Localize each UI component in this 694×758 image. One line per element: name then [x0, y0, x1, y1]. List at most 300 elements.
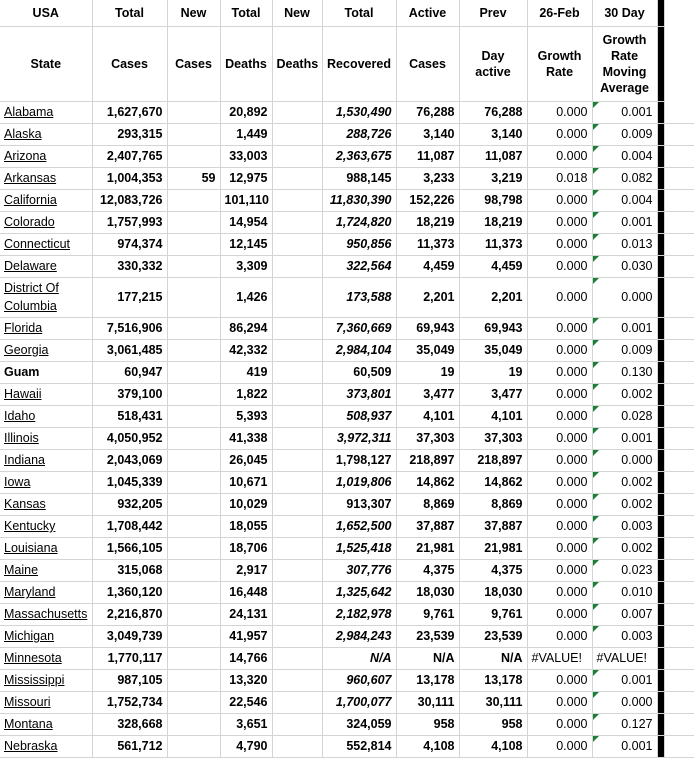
cell-total-deaths[interactable]: 1,426 — [220, 277, 272, 317]
cell-total-cases[interactable]: 1,627,670 — [92, 101, 167, 123]
cell-active-cases[interactable]: 19 — [396, 361, 459, 383]
cell-growth-rate[interactable]: 0.000 — [527, 361, 592, 383]
cell-active-cases[interactable]: 152,226 — [396, 189, 459, 211]
empty-trailing-cell[interactable] — [664, 713, 694, 735]
cell-state[interactable] — [0, 735, 92, 757]
cell-total-cases[interactable]: 2,407,765 — [92, 145, 167, 167]
empty-trailing-cell[interactable] — [664, 449, 694, 471]
cell-prev-day-active[interactable]: 3,140 — [459, 123, 527, 145]
state-link[interactable]: Missouri — [4, 695, 51, 709]
cell-new-cases[interactable] — [167, 233, 220, 255]
cell-total-deaths[interactable]: 12,975 — [220, 167, 272, 189]
cell-total-cases[interactable]: 3,061,485 — [92, 339, 167, 361]
cell-new-deaths[interactable] — [272, 515, 322, 537]
cell-growth-rate-30day[interactable]: 0.082 — [592, 167, 657, 189]
cell-new-cases[interactable] — [167, 449, 220, 471]
cell-total-cases[interactable]: 4,050,952 — [92, 427, 167, 449]
cell-recovered[interactable]: 508,937 — [322, 405, 396, 427]
cell-total-deaths[interactable]: 14,954 — [220, 211, 272, 233]
cell-prev-day-active[interactable]: 4,108 — [459, 735, 527, 757]
state-link[interactable]: Iowa — [4, 475, 31, 489]
cell-total-deaths[interactable]: 33,003 — [220, 145, 272, 167]
state-link[interactable]: Colorado — [4, 215, 55, 229]
cell-total-cases[interactable]: 1,770,117 — [92, 647, 167, 669]
cell-growth-rate[interactable]: #VALUE! — [527, 647, 592, 669]
cell-new-deaths[interactable] — [272, 211, 322, 233]
cell-new-cases[interactable] — [167, 145, 220, 167]
cell-growth-rate-30day[interactable]: 0.007 — [592, 603, 657, 625]
cell-growth-rate-30day[interactable]: 0.127 — [592, 713, 657, 735]
cell-recovered[interactable]: 2,363,675 — [322, 145, 396, 167]
cell-prev-day-active[interactable]: 4,101 — [459, 405, 527, 427]
cell-total-deaths[interactable]: 20,892 — [220, 101, 272, 123]
cell-state[interactable] — [0, 361, 92, 383]
empty-trailing-cell[interactable] — [664, 123, 694, 145]
cell-total-cases[interactable]: 932,205 — [92, 493, 167, 515]
empty-trailing-cell[interactable] — [664, 669, 694, 691]
empty-trailing-cell[interactable] — [664, 735, 694, 757]
cell-recovered[interactable]: 307,776 — [322, 559, 396, 581]
cell-active-cases[interactable]: 3,477 — [396, 383, 459, 405]
cell-new-cases[interactable] — [167, 101, 220, 123]
empty-trailing-cell[interactable] — [664, 647, 694, 669]
cell-recovered[interactable]: 950,856 — [322, 233, 396, 255]
cell-prev-day-active[interactable]: 3,219 — [459, 167, 527, 189]
cell-growth-rate-30day[interactable]: 0.003 — [592, 515, 657, 537]
cell-new-deaths[interactable] — [272, 339, 322, 361]
cell-state[interactable] — [0, 691, 92, 713]
cell-growth-rate[interactable]: 0.000 — [527, 559, 592, 581]
cell-active-cases[interactable]: 218,897 — [396, 449, 459, 471]
empty-trailing-cell[interactable] — [664, 427, 694, 449]
cell-new-deaths[interactable] — [272, 427, 322, 449]
cell-total-deaths[interactable]: 42,332 — [220, 339, 272, 361]
cell-new-cases[interactable] — [167, 317, 220, 339]
cell-active-cases[interactable]: 13,178 — [396, 669, 459, 691]
cell-recovered[interactable]: 322,564 — [322, 255, 396, 277]
cell-new-deaths[interactable] — [272, 233, 322, 255]
cell-new-deaths[interactable] — [272, 691, 322, 713]
state-link[interactable]: Kansas — [4, 497, 46, 511]
cell-growth-rate[interactable]: 0.000 — [527, 581, 592, 603]
cell-recovered[interactable]: 1,325,642 — [322, 581, 396, 603]
cell-prev-day-active[interactable]: 11,373 — [459, 233, 527, 255]
cell-state[interactable] — [0, 713, 92, 735]
state-link[interactable]: Arizona — [4, 149, 47, 163]
cell-prev-day-active[interactable]: 4,375 — [459, 559, 527, 581]
state-link[interactable]: Delaware — [4, 259, 57, 273]
cell-active-cases[interactable]: 4,108 — [396, 735, 459, 757]
cell-total-deaths[interactable]: 24,131 — [220, 603, 272, 625]
cell-total-cases[interactable]: 379,100 — [92, 383, 167, 405]
empty-trailing-cell[interactable] — [664, 233, 694, 255]
cell-recovered[interactable]: 988,145 — [322, 167, 396, 189]
cell-recovered[interactable]: 913,307 — [322, 493, 396, 515]
cell-growth-rate[interactable]: 0.000 — [527, 471, 592, 493]
cell-new-cases[interactable] — [167, 255, 220, 277]
cell-growth-rate-30day[interactable]: 0.010 — [592, 581, 657, 603]
cell-state[interactable] — [0, 559, 92, 581]
cell-recovered[interactable]: 60,509 — [322, 361, 396, 383]
cell-prev-day-active[interactable]: 23,539 — [459, 625, 527, 647]
cell-growth-rate[interactable]: 0.000 — [527, 427, 592, 449]
cell-state[interactable] — [0, 101, 92, 123]
state-link[interactable]: Connecticut — [4, 237, 71, 251]
cell-prev-day-active[interactable]: 8,869 — [459, 493, 527, 515]
state-link[interactable]: Minnesota — [4, 651, 62, 665]
cell-new-deaths[interactable] — [272, 493, 322, 515]
cell-new-cases[interactable] — [167, 427, 220, 449]
cell-prev-day-active[interactable]: 18,030 — [459, 581, 527, 603]
cell-total-deaths[interactable]: 10,671 — [220, 471, 272, 493]
cell-total-cases[interactable]: 1,045,339 — [92, 471, 167, 493]
cell-new-deaths[interactable] — [272, 669, 322, 691]
cell-new-cases[interactable] — [167, 647, 220, 669]
cell-recovered[interactable]: 1,652,500 — [322, 515, 396, 537]
cell-growth-rate-30day[interactable]: 0.002 — [592, 471, 657, 493]
cell-state[interactable] — [0, 471, 92, 493]
empty-trailing-cell[interactable] — [664, 101, 694, 123]
cell-growth-rate-30day[interactable]: 0.001 — [592, 317, 657, 339]
cell-growth-rate[interactable]: 0.000 — [527, 189, 592, 211]
cell-active-cases[interactable]: 18,219 — [396, 211, 459, 233]
cell-total-deaths[interactable]: 1,822 — [220, 383, 272, 405]
cell-prev-day-active[interactable]: 218,897 — [459, 449, 527, 471]
cell-new-deaths[interactable] — [272, 581, 322, 603]
cell-state[interactable] — [0, 233, 92, 255]
cell-total-cases[interactable]: 328,668 — [92, 713, 167, 735]
cell-new-deaths[interactable] — [272, 145, 322, 167]
cell-active-cases[interactable]: 3,233 — [396, 167, 459, 189]
cell-new-deaths[interactable] — [272, 123, 322, 145]
state-link[interactable]: Hawaii — [4, 387, 42, 401]
cell-state[interactable] — [0, 277, 92, 317]
cell-new-deaths[interactable] — [272, 383, 322, 405]
cell-total-cases[interactable]: 974,374 — [92, 233, 167, 255]
cell-state[interactable] — [0, 647, 92, 669]
cell-total-cases[interactable]: 1,757,993 — [92, 211, 167, 233]
empty-trailing-cell[interactable] — [664, 383, 694, 405]
cell-recovered[interactable]: 1,798,127 — [322, 449, 396, 471]
cell-growth-rate[interactable]: 0.000 — [527, 211, 592, 233]
cell-new-cases[interactable] — [167, 339, 220, 361]
cell-new-cases[interactable] — [167, 735, 220, 757]
cell-total-cases[interactable]: 2,043,069 — [92, 449, 167, 471]
cell-prev-day-active[interactable]: 18,219 — [459, 211, 527, 233]
cell-total-cases[interactable]: 7,516,906 — [92, 317, 167, 339]
empty-trailing-cell[interactable] — [664, 277, 694, 317]
cell-active-cases[interactable]: 21,981 — [396, 537, 459, 559]
state-link[interactable]: Mississippi — [4, 673, 65, 687]
cell-new-deaths[interactable] — [272, 559, 322, 581]
empty-trailing-cell[interactable] — [664, 26, 694, 101]
cell-total-cases[interactable]: 330,332 — [92, 255, 167, 277]
cell-growth-rate-30day[interactable]: 0.000 — [592, 277, 657, 317]
cell-prev-day-active[interactable]: 11,087 — [459, 145, 527, 167]
empty-trailing-cell[interactable] — [664, 317, 694, 339]
cell-recovered[interactable]: 324,059 — [322, 713, 396, 735]
cell-prev-day-active[interactable]: 19 — [459, 361, 527, 383]
cell-new-deaths[interactable] — [272, 449, 322, 471]
cell-prev-day-active[interactable]: 3,477 — [459, 383, 527, 405]
cell-total-deaths[interactable]: 1,449 — [220, 123, 272, 145]
empty-trailing-cell[interactable] — [664, 361, 694, 383]
cell-recovered[interactable]: 2,984,104 — [322, 339, 396, 361]
cell-recovered[interactable]: 3,972,311 — [322, 427, 396, 449]
cell-total-cases[interactable]: 3,049,739 — [92, 625, 167, 647]
cell-total-deaths[interactable]: 14,766 — [220, 647, 272, 669]
cell-growth-rate[interactable]: 0.000 — [527, 255, 592, 277]
cell-new-deaths[interactable] — [272, 317, 322, 339]
empty-trailing-cell[interactable] — [664, 405, 694, 427]
cell-total-cases[interactable]: 315,068 — [92, 559, 167, 581]
cell-recovered[interactable]: 1,525,418 — [322, 537, 396, 559]
cell-new-cases[interactable] — [167, 211, 220, 233]
cell-total-deaths[interactable]: 419 — [220, 361, 272, 383]
empty-trailing-cell[interactable] — [664, 145, 694, 167]
cell-growth-rate[interactable]: 0.000 — [527, 145, 592, 167]
state-link[interactable]: District Of Columbia — [4, 280, 59, 313]
cell-total-deaths[interactable]: 5,393 — [220, 405, 272, 427]
cell-prev-day-active[interactable]: 30,111 — [459, 691, 527, 713]
cell-recovered[interactable]: 1,700,077 — [322, 691, 396, 713]
cell-new-deaths[interactable] — [272, 255, 322, 277]
cell-new-deaths[interactable] — [272, 361, 322, 383]
cell-new-deaths[interactable] — [272, 167, 322, 189]
cell-new-deaths[interactable] — [272, 101, 322, 123]
cell-active-cases[interactable]: 958 — [396, 713, 459, 735]
cell-recovered[interactable]: 552,814 — [322, 735, 396, 757]
empty-trailing-cell[interactable] — [664, 603, 694, 625]
cell-active-cases[interactable]: 76,288 — [396, 101, 459, 123]
cell-total-cases[interactable]: 293,315 — [92, 123, 167, 145]
cell-growth-rate[interactable]: 0.000 — [527, 405, 592, 427]
cell-prev-day-active[interactable]: 2,201 — [459, 277, 527, 317]
cell-new-cases[interactable] — [167, 537, 220, 559]
cell-new-cases[interactable] — [167, 383, 220, 405]
cell-total-deaths[interactable]: 101,110 — [220, 189, 272, 211]
cell-state[interactable] — [0, 255, 92, 277]
cell-new-cases[interactable] — [167, 361, 220, 383]
cell-prev-day-active[interactable]: 37,887 — [459, 515, 527, 537]
state-link[interactable]: Alaska — [4, 127, 42, 141]
empty-trailing-cell[interactable] — [664, 339, 694, 361]
cell-growth-rate[interactable]: 0.000 — [527, 123, 592, 145]
empty-trailing-cell[interactable] — [664, 515, 694, 537]
state-link[interactable]: Maine — [4, 563, 39, 577]
cell-new-deaths[interactable] — [272, 471, 322, 493]
cell-state[interactable] — [0, 515, 92, 537]
cell-recovered[interactable]: 7,360,669 — [322, 317, 396, 339]
cell-total-deaths[interactable]: 2,917 — [220, 559, 272, 581]
empty-trailing-cell[interactable] — [664, 471, 694, 493]
cell-new-cases[interactable] — [167, 123, 220, 145]
cell-total-deaths[interactable]: 22,546 — [220, 691, 272, 713]
cell-state[interactable] — [0, 145, 92, 167]
state-link[interactable]: Florida — [4, 321, 43, 335]
cell-new-cases[interactable] — [167, 277, 220, 317]
state-link[interactable]: Indiana — [4, 453, 46, 467]
cell-total-cases[interactable]: 1,752,734 — [92, 691, 167, 713]
cell-new-deaths[interactable] — [272, 277, 322, 317]
cell-active-cases[interactable]: 69,943 — [396, 317, 459, 339]
cell-growth-rate-30day[interactable]: 0.002 — [592, 383, 657, 405]
cell-growth-rate-30day[interactable]: 0.004 — [592, 145, 657, 167]
state-link[interactable]: Massachusetts — [4, 607, 88, 621]
cell-active-cases[interactable]: 3,140 — [396, 123, 459, 145]
cell-total-cases[interactable]: 518,431 — [92, 405, 167, 427]
cell-growth-rate[interactable]: 0.000 — [527, 603, 592, 625]
cell-new-deaths[interactable] — [272, 647, 322, 669]
cell-growth-rate[interactable]: 0.000 — [527, 383, 592, 405]
cell-new-cases[interactable] — [167, 669, 220, 691]
cell-new-cases[interactable] — [167, 713, 220, 735]
empty-trailing-cell[interactable] — [664, 691, 694, 713]
cell-new-cases[interactable] — [167, 471, 220, 493]
state-link[interactable]: Georgia — [4, 343, 49, 357]
cell-growth-rate[interactable]: 0.000 — [527, 339, 592, 361]
cell-growth-rate-30day[interactable]: 0.003 — [592, 625, 657, 647]
cell-total-cases[interactable]: 60,947 — [92, 361, 167, 383]
cell-state[interactable] — [0, 625, 92, 647]
cell-total-deaths[interactable]: 16,448 — [220, 581, 272, 603]
cell-total-cases[interactable]: 1,004,353 — [92, 167, 167, 189]
cell-active-cases[interactable]: 8,869 — [396, 493, 459, 515]
cell-state[interactable] — [0, 383, 92, 405]
cell-prev-day-active[interactable]: 9,761 — [459, 603, 527, 625]
cell-new-cases[interactable] — [167, 493, 220, 515]
cell-total-deaths[interactable]: 41,338 — [220, 427, 272, 449]
cell-total-deaths[interactable]: 12,145 — [220, 233, 272, 255]
cell-prev-day-active[interactable]: N/A — [459, 647, 527, 669]
state-link[interactable]: Nebraska — [4, 739, 58, 753]
cell-growth-rate-30day[interactable]: 0.001 — [592, 669, 657, 691]
cell-growth-rate[interactable]: 0.000 — [527, 713, 592, 735]
cell-active-cases[interactable]: N/A — [396, 647, 459, 669]
cell-growth-rate[interactable]: 0.000 — [527, 691, 592, 713]
cell-total-cases[interactable]: 561,712 — [92, 735, 167, 757]
cell-active-cases[interactable]: 11,373 — [396, 233, 459, 255]
empty-trailing-cell[interactable] — [664, 581, 694, 603]
cell-total-deaths[interactable]: 3,651 — [220, 713, 272, 735]
cell-growth-rate-30day[interactable]: 0.002 — [592, 493, 657, 515]
cell-state[interactable] — [0, 427, 92, 449]
cell-growth-rate-30day[interactable]: 0.009 — [592, 339, 657, 361]
cell-recovered[interactable]: 2,984,243 — [322, 625, 396, 647]
state-link[interactable]: Maryland — [4, 585, 56, 599]
cell-prev-day-active[interactable]: 14,862 — [459, 471, 527, 493]
cell-active-cases[interactable]: 18,030 — [396, 581, 459, 603]
cell-new-cases[interactable] — [167, 581, 220, 603]
cell-state[interactable] — [0, 405, 92, 427]
cell-total-cases[interactable]: 177,215 — [92, 277, 167, 317]
cell-state[interactable] — [0, 211, 92, 233]
cell-growth-rate-30day[interactable]: 0.023 — [592, 559, 657, 581]
cell-prev-day-active[interactable]: 76,288 — [459, 101, 527, 123]
cell-new-deaths[interactable] — [272, 713, 322, 735]
state-link[interactable]: Louisiana — [4, 541, 58, 555]
cell-state[interactable] — [0, 537, 92, 559]
cell-state[interactable] — [0, 581, 92, 603]
cell-recovered[interactable]: 1,530,490 — [322, 101, 396, 123]
cell-total-deaths[interactable]: 26,045 — [220, 449, 272, 471]
cell-new-deaths[interactable] — [272, 405, 322, 427]
cell-active-cases[interactable]: 4,375 — [396, 559, 459, 581]
cell-growth-rate-30day[interactable]: 0.030 — [592, 255, 657, 277]
state-link[interactable]: Arkansas — [4, 171, 57, 185]
cell-active-cases[interactable]: 30,111 — [396, 691, 459, 713]
cell-active-cases[interactable]: 37,887 — [396, 515, 459, 537]
state-link[interactable]: Michigan — [4, 629, 55, 643]
cell-total-cases[interactable]: 1,708,442 — [92, 515, 167, 537]
cell-state[interactable] — [0, 167, 92, 189]
cell-active-cases[interactable]: 23,539 — [396, 625, 459, 647]
cell-new-cases[interactable] — [167, 515, 220, 537]
cell-prev-day-active[interactable]: 98,798 — [459, 189, 527, 211]
cell-total-cases[interactable]: 1,566,105 — [92, 537, 167, 559]
cell-growth-rate[interactable]: 0.000 — [527, 233, 592, 255]
cell-active-cases[interactable]: 35,049 — [396, 339, 459, 361]
cell-state[interactable] — [0, 189, 92, 211]
cell-growth-rate[interactable]: 0.000 — [527, 735, 592, 757]
cell-total-cases[interactable]: 2,216,870 — [92, 603, 167, 625]
cell-total-cases[interactable]: 987,105 — [92, 669, 167, 691]
cell-growth-rate-30day[interactable]: 0.000 — [592, 691, 657, 713]
cell-active-cases[interactable]: 4,459 — [396, 255, 459, 277]
empty-trailing-cell[interactable] — [664, 559, 694, 581]
state-link[interactable]: Alabama — [4, 105, 54, 119]
state-link[interactable]: Idaho — [4, 409, 36, 423]
state-link[interactable]: Montana — [4, 717, 53, 731]
cell-active-cases[interactable]: 37,303 — [396, 427, 459, 449]
empty-trailing-cell[interactable] — [664, 189, 694, 211]
cell-prev-day-active[interactable]: 21,981 — [459, 537, 527, 559]
cell-new-cases[interactable] — [167, 625, 220, 647]
cell-total-deaths[interactable]: 41,957 — [220, 625, 272, 647]
cell-recovered[interactable]: 173,588 — [322, 277, 396, 317]
cell-prev-day-active[interactable]: 69,943 — [459, 317, 527, 339]
empty-trailing-cell[interactable] — [664, 255, 694, 277]
cell-growth-rate-30day[interactable]: 0.004 — [592, 189, 657, 211]
cell-growth-rate[interactable]: 0.000 — [527, 449, 592, 471]
empty-trailing-cell[interactable] — [664, 167, 694, 189]
cell-active-cases[interactable]: 14,862 — [396, 471, 459, 493]
cell-growth-rate-30day[interactable]: 0.002 — [592, 537, 657, 559]
cell-growth-rate-30day[interactable]: 0.009 — [592, 123, 657, 145]
cell-state[interactable] — [0, 669, 92, 691]
cell-growth-rate[interactable]: 0.000 — [527, 493, 592, 515]
cell-recovered[interactable]: 960,607 — [322, 669, 396, 691]
cell-state[interactable] — [0, 493, 92, 515]
cell-new-cases[interactable] — [167, 603, 220, 625]
cell-state[interactable] — [0, 123, 92, 145]
cell-prev-day-active[interactable]: 13,178 — [459, 669, 527, 691]
cell-growth-rate[interactable]: 0.018 — [527, 167, 592, 189]
cell-growth-rate-30day[interactable]: 0.001 — [592, 211, 657, 233]
cell-growth-rate[interactable]: 0.000 — [527, 625, 592, 647]
cell-growth-rate-30day[interactable]: 0.028 — [592, 405, 657, 427]
cell-growth-rate[interactable]: 0.000 — [527, 515, 592, 537]
state-link[interactable]: Kentucky — [4, 519, 56, 533]
cell-growth-rate[interactable]: 0.000 — [527, 101, 592, 123]
cell-new-deaths[interactable] — [272, 735, 322, 757]
cell-total-cases[interactable]: 1,360,120 — [92, 581, 167, 603]
cell-active-cases[interactable]: 2,201 — [396, 277, 459, 317]
cell-recovered[interactable]: 1,724,820 — [322, 211, 396, 233]
cell-total-deaths[interactable]: 86,294 — [220, 317, 272, 339]
cell-growth-rate-30day[interactable]: 0.001 — [592, 101, 657, 123]
cell-state[interactable] — [0, 317, 92, 339]
